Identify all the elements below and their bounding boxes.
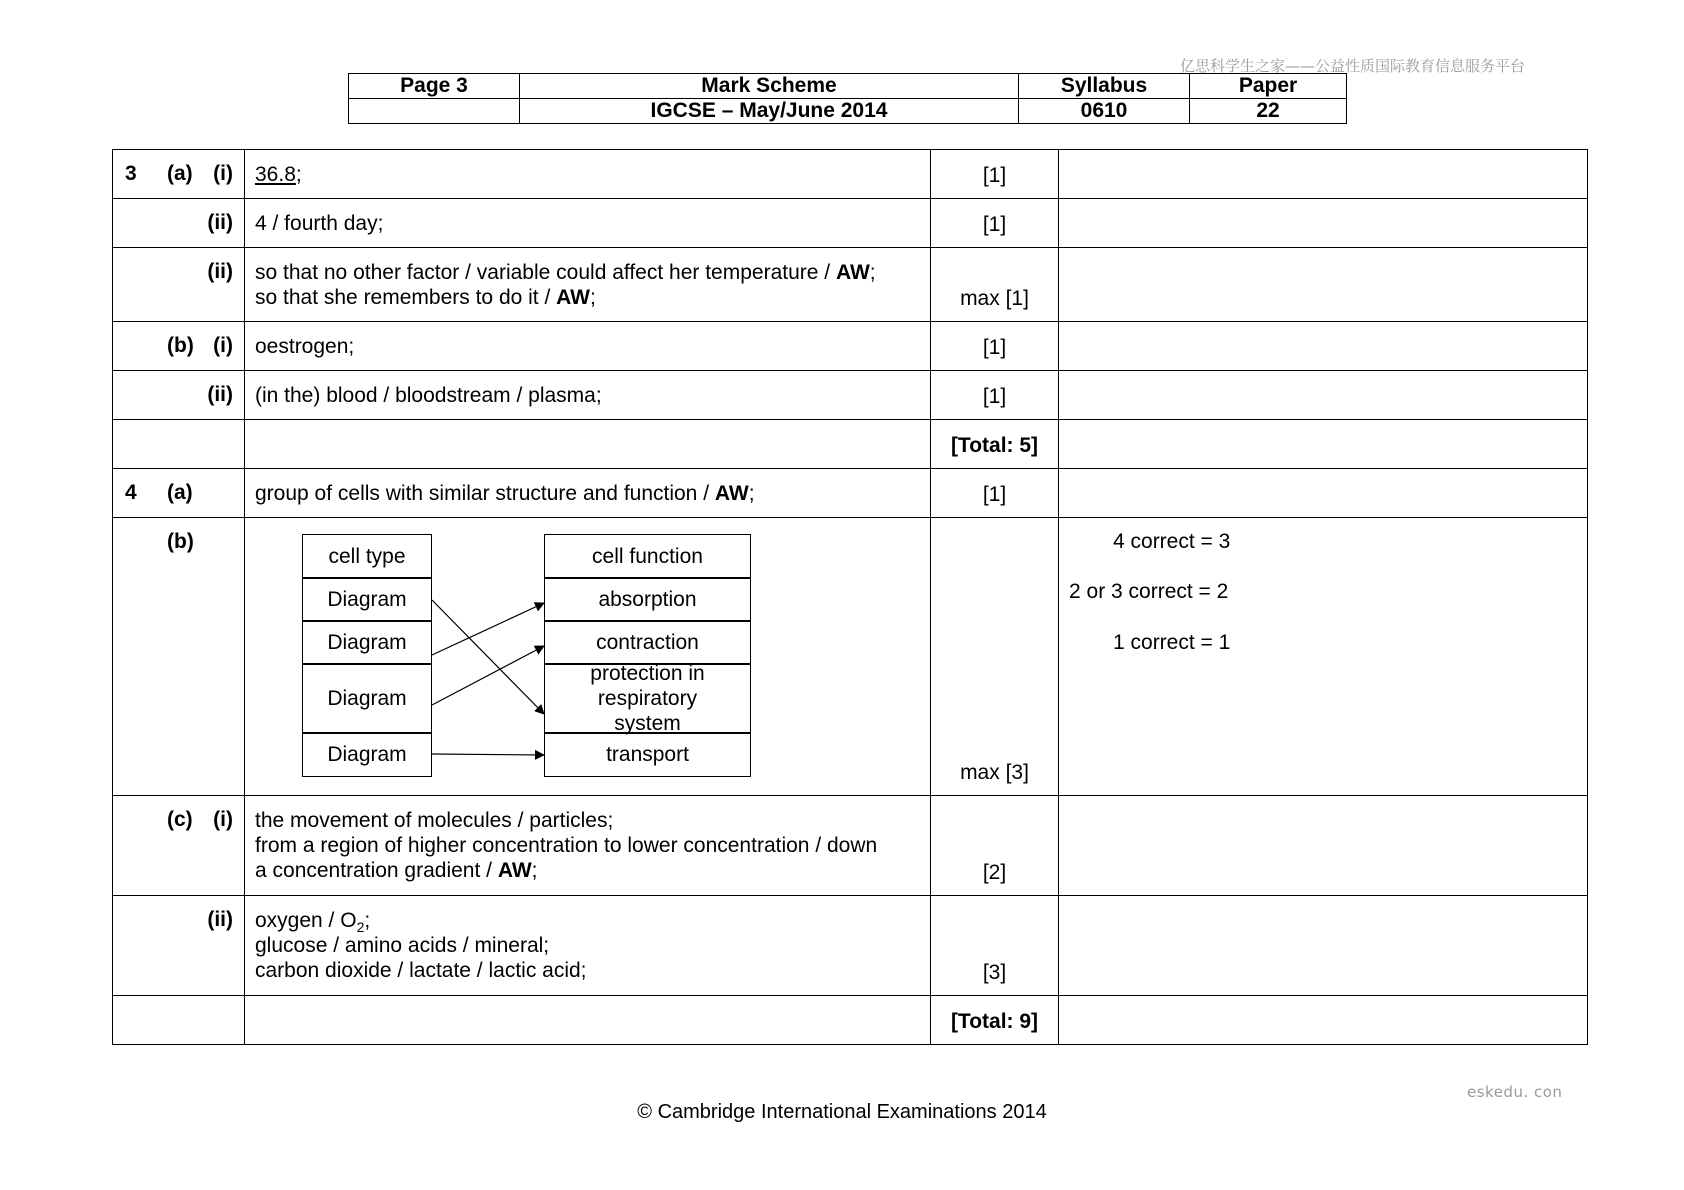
question-cell: [113, 420, 245, 469]
mark-scheme-table: [112, 149, 1588, 1045]
mark-value: [1]: [982, 385, 1007, 408]
mark-value: [2]: [982, 861, 1007, 884]
line-end: ;: [589, 286, 596, 309]
question-cell: [113, 150, 245, 199]
line-end: ;: [869, 261, 876, 284]
mark-value: max [3]: [960, 761, 1029, 784]
row-4ci: [113, 796, 1588, 896]
guidance-cell: [1059, 322, 1588, 371]
question-cell: [113, 469, 245, 518]
answer-line-2: from a region of higher concentration to lower concentration / down: [255, 834, 878, 857]
cell-function-header: cell function: [544, 534, 751, 579]
question-part: (a): [167, 162, 193, 185]
line-end: ;: [364, 909, 371, 932]
guidance-cell: [1059, 796, 1588, 896]
guidance-cell: [1059, 150, 1588, 199]
answer-line-1: so that no other factor / variable could affect her temperature /: [255, 261, 836, 284]
cell-function-item: protection in respiratory system: [544, 663, 751, 734]
answer-text: (in the) blood / bloodstream / plasma;: [255, 384, 602, 407]
mark-cell: [931, 248, 1059, 322]
guidance-line: 2 or 3 correct = 2: [1069, 580, 1229, 603]
cell-type-header: cell type: [302, 534, 432, 579]
cell-type-item: Diagram: [302, 620, 432, 665]
answer-line-3: a concentration gradient /: [255, 859, 498, 882]
mark-cell: [931, 371, 1059, 420]
aw-label: AW: [714, 482, 749, 505]
watermark-top: 亿思科学生之家——公益性质国际教育信息服务平台: [1180, 57, 1526, 75]
mark-value: max [1]: [960, 287, 1029, 310]
guidance-cell: [1059, 896, 1588, 996]
mark-value: [1]: [982, 213, 1007, 236]
answer-line-1: the movement of molecules / particles;: [255, 809, 614, 832]
cell-type-item: Diagram: [302, 577, 432, 622]
cell-type-item: Diagram: [302, 732, 432, 777]
answer-line-2: so that she remembers to do it /: [255, 286, 557, 309]
answer-cell: [245, 420, 931, 469]
line-end: ;: [531, 859, 538, 882]
question-part: (a): [167, 481, 193, 504]
syllabus-code: 0610: [1019, 99, 1190, 124]
row-3aiii: [113, 248, 1588, 322]
question-subpart: (i): [213, 334, 233, 357]
question-cell: [113, 322, 245, 371]
question-number: 4: [125, 481, 137, 504]
guidance-cell: [1059, 248, 1588, 322]
total-mark: [Total: 9]: [950, 1010, 1039, 1033]
watermark-bottom: eskedu. con: [1467, 1083, 1563, 1101]
answer-cell: [245, 996, 931, 1045]
question-part: (c): [167, 808, 193, 831]
question-cell: [113, 371, 245, 420]
line-end: ;: [748, 482, 755, 505]
guidance-cell: [1059, 469, 1588, 518]
answer-cell: [245, 322, 931, 371]
answer-line-2: glucose / amino acids / mineral;: [255, 934, 550, 957]
header-table: [348, 73, 1347, 124]
matching-diagram: [245, 518, 885, 795]
match-arrow: [432, 754, 544, 755]
mark-scheme-label: Mark Scheme: [520, 74, 1019, 99]
cell-function-item: absorption: [544, 577, 751, 622]
mark-cell: [931, 996, 1059, 1045]
answer-line-1: oxygen / O: [255, 909, 357, 932]
answer-text: 4 / fourth day;: [255, 212, 384, 235]
question-subpart: (ii): [207, 260, 233, 283]
mark-cell: [931, 199, 1059, 248]
match-arrow: [432, 600, 544, 714]
answer-cell: [245, 199, 931, 248]
exam-name: IGCSE – May/June 2014: [520, 99, 1019, 124]
answer-cell: [245, 371, 931, 420]
question-number: 3: [125, 162, 137, 185]
question-subpart: (ii): [207, 211, 233, 234]
guidance-cell: [1059, 996, 1588, 1045]
row-4a: [113, 469, 1588, 518]
row-4b: [113, 518, 1588, 796]
row-q3-total: [113, 420, 1588, 469]
row-3bi: [113, 322, 1588, 371]
row-3aii: [113, 199, 1588, 248]
row-4cii: [113, 896, 1588, 996]
question-subpart: (i): [213, 162, 233, 185]
answer-line-3: carbon dioxide / lactate / lactic acid;: [255, 959, 587, 982]
question-subpart: (i): [213, 808, 233, 831]
syllabus-label: Syllabus: [1019, 74, 1190, 99]
question-subpart: (ii): [207, 908, 233, 931]
mark-value: [1]: [982, 336, 1007, 359]
cell-type-item: Diagram: [302, 663, 432, 734]
question-part: (b): [167, 334, 194, 357]
mark-cell: [931, 420, 1059, 469]
answer-text: group of cells with similar structure and function /: [255, 482, 715, 505]
mark-cell: [931, 518, 1059, 796]
total-mark: [Total: 5]: [950, 434, 1039, 457]
mark-value: [3]: [982, 961, 1007, 984]
row-q4-total: [113, 996, 1588, 1045]
question-cell: [113, 199, 245, 248]
question-cell: [113, 996, 245, 1045]
subscript: 2: [356, 919, 365, 936]
answer-text: 36.8: [255, 163, 296, 186]
answer-cell: [245, 896, 931, 996]
matching-lines: [245, 518, 885, 795]
cell-function-item: transport: [544, 732, 751, 777]
mark-cell: [931, 469, 1059, 518]
guidance-cell: [1059, 371, 1588, 420]
aw-label: AW: [835, 261, 870, 284]
cell-function-item: contraction: [544, 620, 751, 665]
answer-suffix: ;: [295, 163, 302, 186]
paper-label: Paper: [1190, 74, 1347, 99]
answer-cell: [245, 796, 931, 896]
mark-cell: [931, 796, 1059, 896]
answer-text: oestrogen;: [255, 335, 355, 358]
copyright-footer: © Cambridge International Examinations 2014: [637, 1101, 1047, 1123]
row-3ai: [113, 150, 1588, 199]
aw-label: AW: [556, 286, 590, 309]
guidance-cell: [1059, 420, 1588, 469]
header-empty-cell: [349, 99, 520, 124]
question-cell: [113, 796, 245, 896]
mark-cell: [931, 150, 1059, 199]
answer-cell: [245, 248, 931, 322]
answer-cell: [245, 150, 931, 199]
paper-number: 22: [1190, 99, 1347, 124]
page-label: Page 3: [349, 74, 520, 99]
question-cell: [113, 248, 245, 322]
guidance-cell: [1059, 518, 1588, 796]
aw-label: AW: [497, 859, 532, 882]
answer-cell: [245, 518, 931, 796]
mark-cell: [931, 896, 1059, 996]
mark-value: [1]: [982, 164, 1007, 187]
guidance-line: 1 correct = 1: [1113, 631, 1231, 654]
question-cell: [113, 896, 245, 996]
guidance-line: 4 correct = 3: [1113, 530, 1231, 553]
answer-cell: [245, 469, 931, 518]
question-subpart: (ii): [207, 383, 233, 406]
mark-value: [1]: [982, 483, 1007, 506]
row-3bii: [113, 371, 1588, 420]
guidance-cell: [1059, 199, 1588, 248]
question-cell: [113, 518, 245, 796]
question-part: (b): [167, 530, 194, 553]
mark-cell: [931, 322, 1059, 371]
match-arrow: [432, 603, 544, 655]
